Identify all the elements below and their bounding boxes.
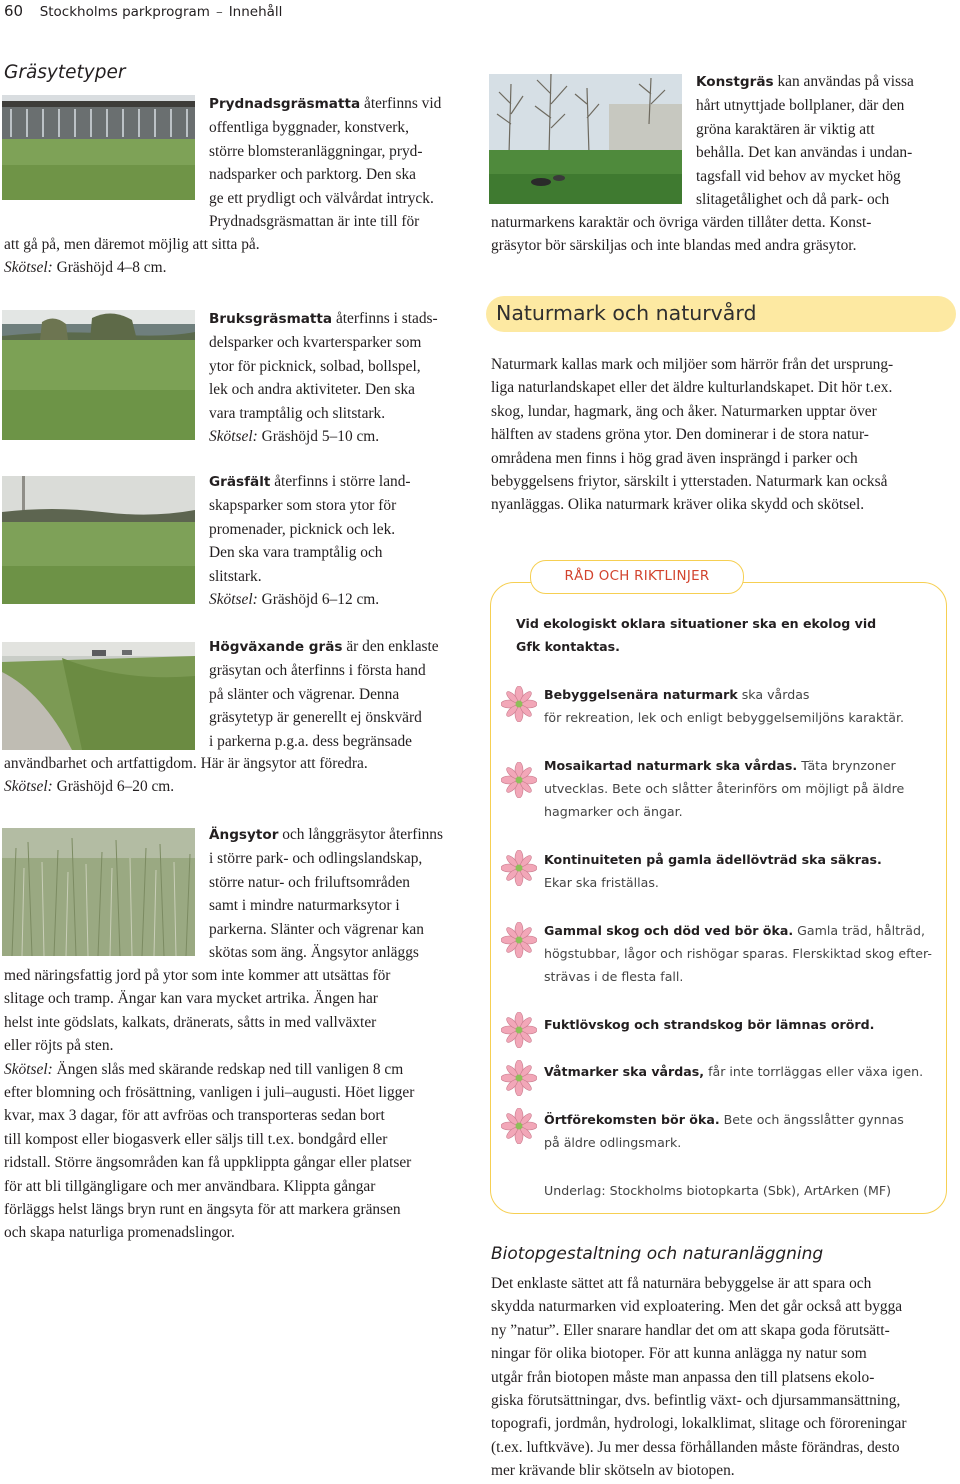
photo-konstgras	[489, 74, 682, 204]
text-konstgras-wide: naturmarkens karaktär och övriga värden tillåter detta. Konst- gräsytor bör särskiljas och inte blandas med andra gräsytor.	[491, 214, 872, 255]
text-biotop: Det enklaste sättet att få naturnära bebyggelse är att spara och skydda naturmarken vid exploatering. Men det går också att bygga ny ”natur”. Eller snarare handlar det om att skapa goda förutsätt- ningar för olika biotoper. För att kunna anlägga ny natur som utgår från biotopen måste man anpassa den till platsens ekolo- giska förutsättningar, dvs. befintlig växt- och djursammansättning, topografi, jordmån, hydrologi, lokalklimat, slitage och föroreningar (t.ex. luftkväve). Ju mer dessa förhållanden måste förändras, desto mer krävande blir skötseln av biotopen.	[491, 1275, 907, 1480]
text-angsytor: Ängsytor och långgräsytor återfinns i större park- och odlingslandskap, större natur- och friluftsområden samt i mindre naturmarksytor i parkerna. Slänter och vägrenar kan skötas som äng. Ängsytor anläggs	[209, 826, 443, 962]
term-angsytor: Ängsytor	[209, 827, 279, 843]
heading-naturmark: Naturmark och naturvård	[496, 301, 757, 325]
term-bruksgrasmatta: Bruksgräsmatta	[209, 311, 333, 327]
flower-icon	[501, 1108, 537, 1144]
banner-naturmark	[486, 296, 956, 332]
guidelines-title: RÅD OCH RIKTLINJER	[530, 560, 744, 594]
term-grasfalt: Gräsfält	[209, 474, 271, 490]
text-hogvaxande-gras: Högväxande gräs är den enklaste gräsytan och återfinns i första hand på slänter och vägrenar. Denna gräsytetyp är generellt ej önskvärd i parkerna p.g.a. dess begränsade	[209, 638, 439, 750]
text-naturmark: Naturmark kallas mark och miljöer som härrör från det ursprung- liga naturlandskapet eller det äldre kulturlandskapet. Dit hör t.ex. skog, lundar, hagmark, äng och åker. Naturmarken upptar över hälften av stadens gröna ytor. Den dominerar i de stora natur- områdena men finns i hög grad även insprängd i parker och bebyggelsens friytor, särskilt i ytterstaden. Naturmark kan också nyanläggas. Olika naturmark kräver olika skydd och skötsel.	[491, 356, 894, 514]
guideline-item-5: Fuktlövskog och strandskog bör lämnas orörd.	[544, 1017, 875, 1032]
guidelines-intro: Vid ekologiskt oklara situationer ska en ekolog vid Gfk kontaktas.	[516, 616, 877, 654]
section-name: Innehåll	[228, 4, 283, 20]
text-hogvaxande-wide: användbarhet och artfattigdom. Här är ängsytor att föredra. Skötsel: Gräshöjd 6–20 cm.	[4, 755, 368, 796]
flower-icon	[501, 922, 537, 958]
flower-icon	[501, 762, 537, 798]
heading-biotopgestaltning: Biotopgestaltning och naturanläggning	[491, 1244, 824, 1264]
text-prydnadsgrasmatta: Prydnadsgräsmatta återfinns vid offentliga byggnader, konstverk, större blomsteranläggningar, pryd- nadsparker och parktorg. Den ska ge ett prydligt och välvårdat intryck. Prydnadsgräsmattan är inte till för	[209, 95, 442, 231]
text-konstgras: Konstgräs kan användas på vissa hårt utnyttjade bollplaner, där den gröna karaktären är viktig att behålla. Det kan användas i undan- tagsfall vid behov av mycket hög slitagetålighet och då park- och	[696, 73, 914, 209]
term-prydnadsgrasmatta: Prydnadsgräsmatta	[209, 96, 361, 112]
flower-icon	[501, 686, 537, 722]
section-heading-grasytetyper: Gräsytetyper	[4, 62, 126, 83]
guideline-item-7: Örtförekomsten bör öka. Bete och ängsslåtter gynnas på äldre odlingsmark.	[544, 1112, 904, 1150]
photo-prydnadsgrasmatta	[2, 95, 195, 200]
photo-grasfalt	[2, 476, 195, 604]
guideline-item-1: Bebyggelsenära naturmark ska vårdas för rekreation, lek och enligt bebyggelsemiljöns karaktär.	[544, 687, 904, 725]
publication-title: Stockholms parkprogram	[39, 4, 210, 20]
flower-icon	[501, 1012, 537, 1048]
guideline-item-4: Gammal skog och död ved bör öka. Gamla träd, hålträd, högstubbar, lågor och rishögar sparas. Flerskiktad skog efter- strävas i de flesta fall.	[544, 923, 932, 984]
term-konstgras: Konstgräs	[696, 74, 774, 90]
guidelines-source: Underlag: Stockholms biotopkarta (Sbk), ArtArken (MF)	[544, 1183, 892, 1198]
photo-angsytor	[2, 828, 195, 956]
page-number: 60	[4, 2, 24, 20]
text-bruksgrasmatta: Bruksgräsmatta återfinns i stads- delsparker och kvartersparker som ytor för picknick, solbad, bollspel, lek och andra aktiviteter. Den ska vara tramptålig och slitstark. Skötsel: Gräshöjd 5–10 cm.	[209, 310, 438, 446]
photo-hogvaxande-gras	[2, 642, 195, 750]
text-grasfalt: Gräsfält återfinns i större land- skapsparker som stora ytor för promenader, picknick och lek. Den ska vara tramptålig och slitstark. Skötsel: Gräshöjd 6–12 cm.	[209, 473, 411, 609]
guideline-item-2: Mosaikartad naturmark ska vårdas. Täta brynzoner utvecklas. Bete och slåtter återinförs om möjligt på äldre hagmarker och ängar.	[544, 758, 905, 819]
guideline-item-3: Kontinuiteten på gamla ädellövträd ska säkras. Ekar ska friställas.	[544, 852, 882, 890]
term-hogvaxande-gras: Högväxande gräs	[209, 639, 343, 655]
text-angsytor-wide: med näringsfattig jord på ytor som inte kommer att utsättas för slitage och tramp. Ängar kan vara mycket artrika. Ängen har helst inte gödslats, kalkats, dränerats, såtts in med vallväxter eller röjts på sten. Skötsel: Ängen slås med skärande redskap ned till vanligen 8 cm efter blomning och frösättning, vanligen i juli–augusti. Höet ligger kvar, max 3 dagar, för att avfröas och transporteras sedan bort till kompost eller biogasverk eller säljs till t.ex. bondgård eller ridstall. Större ängsområden kan få uppklippta gångar eller platser för att bli tillgängligare och mer användbara. Klippta gångar förläggs helst längs bryn runt en ängsyta för att markera gränsen och skapa naturliga promenadslingor.	[4, 967, 415, 1242]
guideline-item-6: Våtmarker ska vårdas, får inte torrläggas eller växa igen.	[544, 1064, 924, 1079]
text-prydnad-wide: att gå på, men däremot möjlig att sitta på. Skötsel: Gräshöjd 4–8 cm.	[4, 236, 260, 277]
page-header: 60 Stockholms parkprogram – Innehåll	[4, 2, 283, 20]
photo-bruksgrasmatta	[2, 310, 195, 440]
flower-icon	[501, 850, 537, 886]
flower-icon	[501, 1060, 537, 1096]
